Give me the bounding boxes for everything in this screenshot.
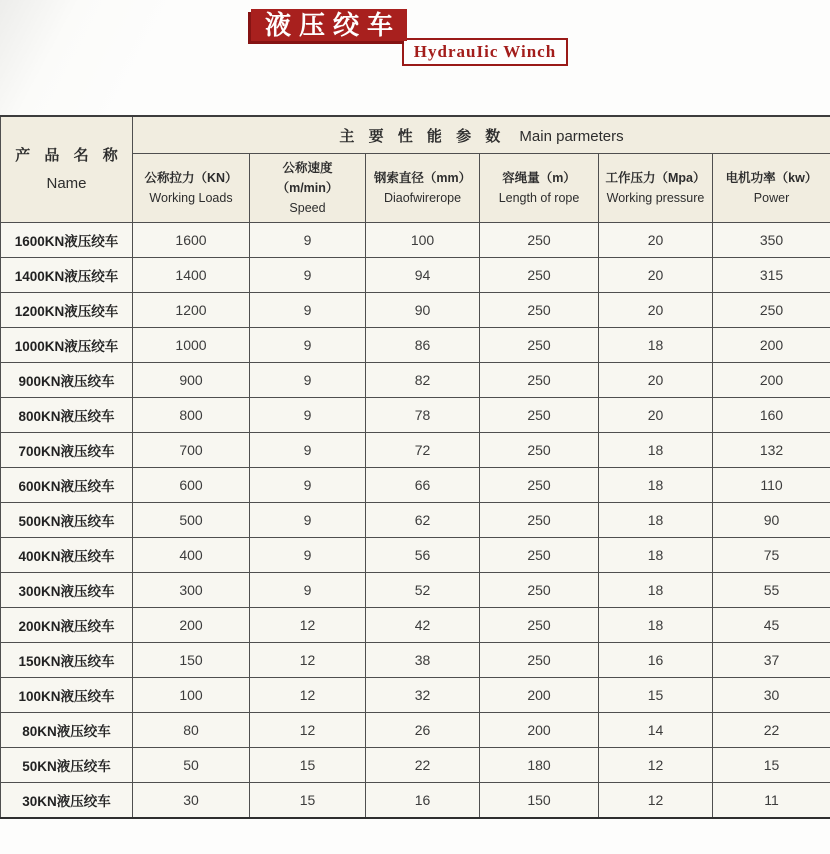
table-row xyxy=(1,468,830,503)
value-cell: 900 xyxy=(133,363,250,398)
product-name-cell: 100KN液压绞车 xyxy=(1,678,133,713)
column-header-name-en: Name xyxy=(46,174,87,192)
value-cell: 66 xyxy=(366,468,480,503)
value-cell: 200 xyxy=(480,713,599,748)
value-cell: 12 xyxy=(250,608,366,643)
value-cell: 86 xyxy=(366,328,480,363)
value-cell: 12 xyxy=(599,783,713,819)
column-header-label-cn: 工作压力（Mpa） xyxy=(605,171,706,185)
column-header-label-en: Working Loads xyxy=(149,191,233,205)
value-cell: 250 xyxy=(480,328,599,363)
column-header-3 xyxy=(480,154,599,223)
table-row xyxy=(1,573,830,608)
product-name-cell: 500KN液压绞车 xyxy=(1,503,133,538)
value-cell: 9 xyxy=(250,468,366,503)
value-cell: 9 xyxy=(250,293,366,328)
group-header xyxy=(133,116,830,154)
value-cell: 110 xyxy=(713,468,830,503)
value-cell: 300 xyxy=(133,573,250,608)
table-row xyxy=(1,678,830,713)
value-cell: 9 xyxy=(250,328,366,363)
table-row xyxy=(1,783,830,819)
value-cell: 14 xyxy=(599,713,713,748)
value-cell: 100 xyxy=(133,678,250,713)
value-cell: 20 xyxy=(599,293,713,328)
column-header-name-cn: 产 品 名 称 xyxy=(15,146,123,164)
product-name-cell: 1400KN液压绞车 xyxy=(1,258,133,293)
value-cell: 20 xyxy=(599,258,713,293)
column-header-label-cn: 公称速度 xyxy=(282,161,333,175)
value-cell: 250 xyxy=(480,573,599,608)
value-cell: 12 xyxy=(250,643,366,678)
table-row xyxy=(1,293,830,328)
value-cell: 56 xyxy=(366,538,480,573)
value-cell: 80 xyxy=(133,713,250,748)
value-cell: 250 xyxy=(480,468,599,503)
column-header-4 xyxy=(599,154,713,223)
column-header-label-cn: （m/min） xyxy=(276,181,339,195)
value-cell: 250 xyxy=(480,363,599,398)
product-name-cell: 200KN液压绞车 xyxy=(1,608,133,643)
value-cell: 150 xyxy=(480,783,599,819)
value-cell: 160 xyxy=(713,398,830,433)
product-name-cell: 80KN液压绞车 xyxy=(1,713,133,748)
value-cell: 500 xyxy=(133,503,250,538)
value-cell: 200 xyxy=(133,608,250,643)
value-cell: 600 xyxy=(133,468,250,503)
value-cell: 315 xyxy=(713,258,830,293)
value-cell: 90 xyxy=(713,503,830,538)
value-cell: 20 xyxy=(599,363,713,398)
value-cell: 9 xyxy=(250,363,366,398)
table-row xyxy=(1,433,830,468)
column-header-label-en: Working pressure xyxy=(606,191,705,205)
spec-table xyxy=(0,115,830,819)
value-cell: 42 xyxy=(366,608,480,643)
title-banner-cn: 液压绞车 xyxy=(251,9,407,41)
value-cell: 250 xyxy=(480,538,599,573)
value-cell: 20 xyxy=(599,223,713,258)
value-cell: 18 xyxy=(599,433,713,468)
value-cell: 9 xyxy=(250,573,366,608)
group-header-en: Main parmeters xyxy=(519,127,624,145)
value-cell: 78 xyxy=(366,398,480,433)
value-cell: 150 xyxy=(133,643,250,678)
product-name-cell: 700KN液压绞车 xyxy=(1,433,133,468)
table-row xyxy=(1,713,830,748)
value-cell: 9 xyxy=(250,398,366,433)
value-cell: 75 xyxy=(713,538,830,573)
value-cell: 250 xyxy=(480,643,599,678)
value-cell: 94 xyxy=(366,258,480,293)
product-name-cell: 30KN液压绞车 xyxy=(1,783,133,819)
value-cell: 1000 xyxy=(133,328,250,363)
value-cell: 12 xyxy=(250,713,366,748)
value-cell: 180 xyxy=(480,748,599,783)
value-cell: 9 xyxy=(250,258,366,293)
value-cell: 1400 xyxy=(133,258,250,293)
table-row xyxy=(1,503,830,538)
value-cell: 18 xyxy=(599,503,713,538)
product-name-cell: 1600KN液压绞车 xyxy=(1,223,133,258)
product-name-cell: 600KN液压绞车 xyxy=(1,468,133,503)
value-cell: 82 xyxy=(366,363,480,398)
column-header-name xyxy=(1,116,133,223)
product-name-cell: 300KN液压绞车 xyxy=(1,573,133,608)
table-row xyxy=(1,748,830,783)
table-row xyxy=(1,538,830,573)
column-header-label-en: Length of rope xyxy=(498,191,580,205)
value-cell: 52 xyxy=(366,573,480,608)
value-cell: 26 xyxy=(366,713,480,748)
value-cell: 9 xyxy=(250,503,366,538)
value-cell: 200 xyxy=(480,678,599,713)
column-header-0 xyxy=(133,154,250,223)
value-cell: 30 xyxy=(133,783,250,819)
value-cell: 18 xyxy=(599,468,713,503)
value-cell: 9 xyxy=(250,433,366,468)
table-row xyxy=(1,363,830,398)
value-cell: 250 xyxy=(713,293,830,328)
table-row xyxy=(1,223,830,258)
value-cell: 37 xyxy=(713,643,830,678)
group-header-cn: 主 要 性 能 参 数 xyxy=(339,127,506,145)
value-cell: 800 xyxy=(133,398,250,433)
column-header-label-cn: 容绳量（m） xyxy=(502,171,576,185)
value-cell: 1600 xyxy=(133,223,250,258)
value-cell: 16 xyxy=(599,643,713,678)
product-name-cell: 1000KN液压绞车 xyxy=(1,328,133,363)
value-cell: 350 xyxy=(713,223,830,258)
value-cell: 45 xyxy=(713,608,830,643)
value-cell: 16 xyxy=(366,783,480,819)
product-name-cell: 50KN液压绞车 xyxy=(1,748,133,783)
table-body xyxy=(1,223,830,819)
table-row xyxy=(1,328,830,363)
column-header-label-cn: 钢索直径（mm） xyxy=(373,171,472,185)
value-cell: 250 xyxy=(480,258,599,293)
table-row xyxy=(1,643,830,678)
value-cell: 12 xyxy=(599,748,713,783)
value-cell: 18 xyxy=(599,538,713,573)
value-cell: 250 xyxy=(480,293,599,328)
column-header-5 xyxy=(713,154,830,223)
column-header-label-cn: 公称拉力（KN） xyxy=(144,171,238,185)
title-box-en: HydrauIic Winch xyxy=(402,38,568,66)
value-cell: 38 xyxy=(366,643,480,678)
column-header-label-en: Power xyxy=(753,191,790,205)
column-header-label-cn: 电机功率（kw） xyxy=(725,171,818,185)
table-row xyxy=(1,258,830,293)
value-cell: 55 xyxy=(713,573,830,608)
value-cell: 11 xyxy=(713,783,830,819)
value-cell: 32 xyxy=(366,678,480,713)
value-cell: 18 xyxy=(599,328,713,363)
value-cell: 200 xyxy=(713,363,830,398)
value-cell: 250 xyxy=(480,433,599,468)
column-header-2 xyxy=(366,154,480,223)
value-cell: 15 xyxy=(599,678,713,713)
value-cell: 250 xyxy=(480,503,599,538)
value-cell: 90 xyxy=(366,293,480,328)
column-header-1 xyxy=(250,154,366,223)
product-name-cell: 900KN液压绞车 xyxy=(1,363,133,398)
value-cell: 20 xyxy=(599,398,713,433)
table-row xyxy=(1,608,830,643)
value-cell: 50 xyxy=(133,748,250,783)
value-cell: 132 xyxy=(713,433,830,468)
value-cell: 18 xyxy=(599,608,713,643)
product-name-cell: 400KN液压绞车 xyxy=(1,538,133,573)
value-cell: 250 xyxy=(480,608,599,643)
column-header-label-en: Diaofwirerope xyxy=(383,191,462,205)
value-cell: 250 xyxy=(480,223,599,258)
value-cell: 200 xyxy=(713,328,830,363)
group-header-row xyxy=(1,116,830,154)
product-name-cell: 800KN液压绞车 xyxy=(1,398,133,433)
value-cell: 9 xyxy=(250,223,366,258)
value-cell: 1200 xyxy=(133,293,250,328)
product-name-cell: 150KN液压绞车 xyxy=(1,643,133,678)
value-cell: 700 xyxy=(133,433,250,468)
product-name-cell: 1200KN液压绞车 xyxy=(1,293,133,328)
value-cell: 100 xyxy=(366,223,480,258)
table-row xyxy=(1,398,830,433)
value-cell: 15 xyxy=(250,783,366,819)
value-cell: 12 xyxy=(250,678,366,713)
value-cell: 22 xyxy=(713,713,830,748)
value-cell: 72 xyxy=(366,433,480,468)
value-cell: 250 xyxy=(480,398,599,433)
value-cell: 62 xyxy=(366,503,480,538)
value-cell: 15 xyxy=(713,748,830,783)
value-cell: 18 xyxy=(599,573,713,608)
value-cell: 15 xyxy=(250,748,366,783)
value-cell: 22 xyxy=(366,748,480,783)
value-cell: 9 xyxy=(250,538,366,573)
value-cell: 400 xyxy=(133,538,250,573)
value-cell: 30 xyxy=(713,678,830,713)
column-header-label-en: Speed xyxy=(289,201,326,215)
